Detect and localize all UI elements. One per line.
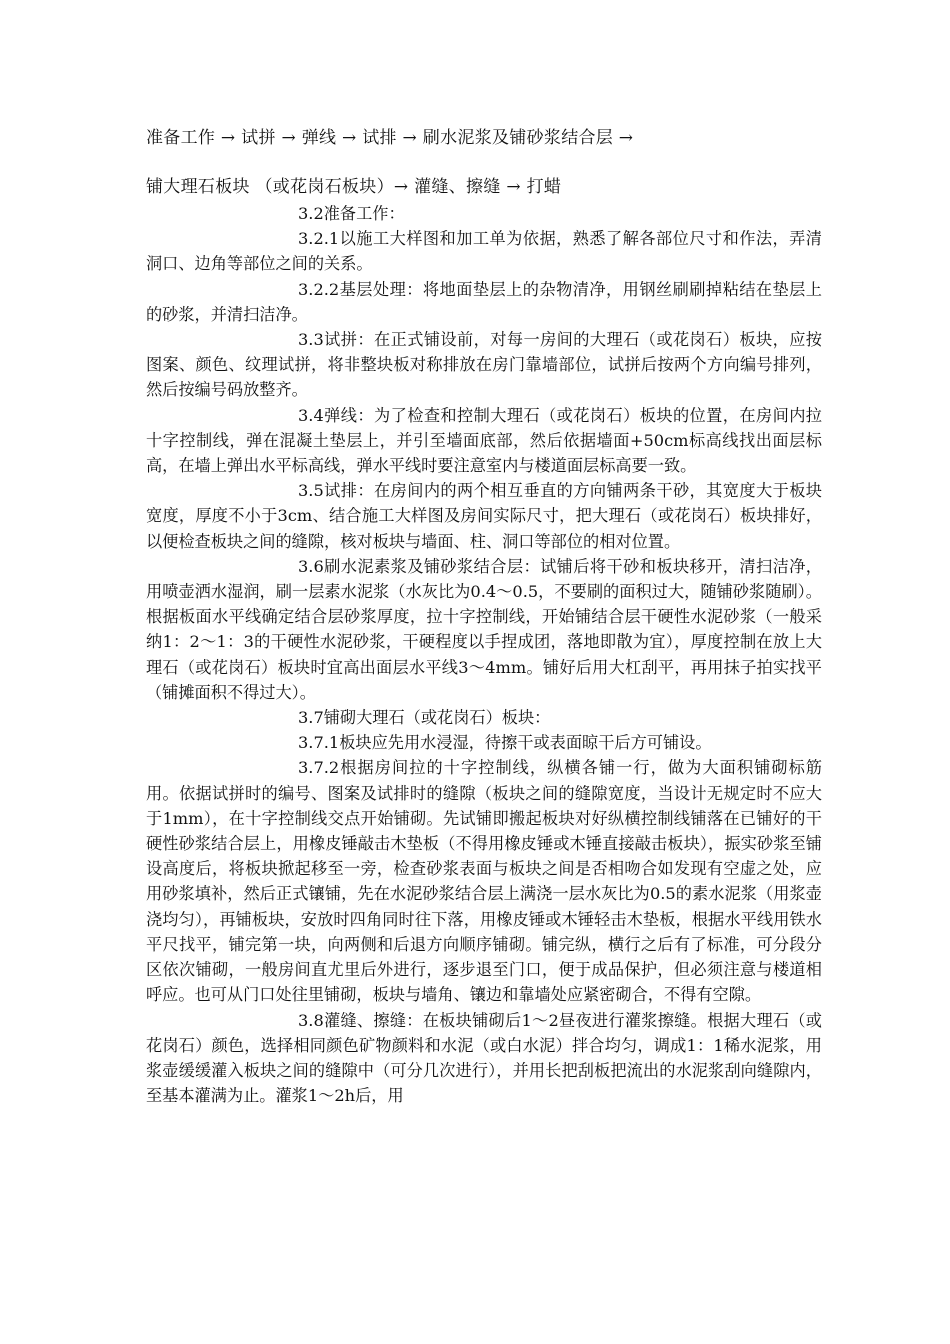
paragraph-3-6 (146, 554, 822, 705)
paragraph-3-7 (146, 705, 822, 730)
paragraph-3-3 (146, 327, 822, 403)
section-number: 3.6 (298, 556, 324, 576)
paragraph-text: 刷水泥素浆及铺砂浆结合层：试铺后将干砂和板块移开，清扫洁净，用喷壶洒水湿润，刷一层素水泥浆（水灰比为0.4～0.5，不要刷的面积过大，随铺砂浆随刷）。根据板面水平线确定结合层砂浆厚度，拉十字控制线，开始铺结合层干硬性水泥砂浆（一般采纳1：2～1：3的干硬性水泥砂浆，干硬程度以手捏成团，落地即散为宜），厚度控制在放上大理石（或花岗石）板块时宜高出面层水平线3～4mm。铺好后用大杠刮平，再用抹子拍实找平（铺摊面积不得过大）。 (146, 556, 822, 702)
section-number: 3.5 (298, 481, 324, 501)
paragraph-text: 灌缝、擦缝：在板块铺砌后1～2昼夜进行灌浆擦缝。根据大理石（或花岗石）颜色，选择相同颜色矿物颜料和水泥（或白水泥）拌合均匀，调成1：1稀水泥浆，用浆壶缓缓灌入板块之间的缝隙中（可分几次进行），并用长把刮板把流出的水泥浆刮向缝隙内，至基本灌满为止。灌浆1～2h后，用 (146, 1010, 822, 1106)
paragraph-3-8 (146, 1008, 822, 1109)
paragraph-text: 板块应先用水浸湿，待擦干或表面晾干后方可铺设。 (339, 733, 712, 753)
section-number: 3.4 (298, 405, 324, 425)
section-number: 3.3 (298, 330, 324, 350)
paragraph-3-7-1 (146, 730, 822, 755)
section-number: 3.2.1 (298, 229, 340, 249)
section-number: 3.8 (298, 1010, 324, 1030)
paragraph-text: 以施工大样图和加工单为依据，熟悉了解各部位尺寸和作法，弄清洞口、边角等部位之间的关系。 (146, 229, 822, 274)
process-flow-line-2: 铺大理石板块 （或花岗石板块）→ 灌缝、擦缝 → 打蜡 (146, 177, 562, 197)
document-body (146, 201, 822, 1108)
paragraph-text: 试拼：在正式铺设前，对每一房间的大理石（或花岗石）板块，应按图案、颜色、纹理试拼，将非整块板对称排放在房门靠墙部位，试拼后按两个方向编号排列，然后按编号码放整齐。 (146, 330, 822, 400)
paragraph-3-2 (146, 201, 822, 226)
section-number: 3.7.1 (298, 733, 340, 753)
section-number: 3.7 (298, 708, 324, 728)
section-number: 3.7.2 (298, 758, 340, 778)
paragraph-text: 试排：在房间内的两个相互垂直的方向铺两条干砂，其宽度大于板块宽度，厚度不小于3cm、结合施工大样图及房间实际尺寸，把大理石（或花岗石）板块排好，以便检查板块之间的缝隙，核对板块与墙面、柱、洞口等部位的相对位置。 (146, 481, 822, 551)
paragraph-3-2-2 (146, 277, 822, 327)
section-number: 3.2 (298, 204, 324, 223)
paragraph-3-5 (146, 478, 822, 554)
paragraph-3-7-2 (146, 755, 822, 1007)
section-number: 3.2.2 (298, 279, 340, 299)
paragraph-3-4 (146, 403, 822, 479)
paragraph-text: 弹线：为了检查和控制大理石（或花岗石）板块的位置，在房间内拉十字控制线，弹在混凝土垫层上，并引至墙面底部，然后依据墙面+50cm标高线找出面层标高，在墙上弹出水平标高线，弹水平线时要注意室内与楼道面层标高要一致。 (146, 405, 822, 476)
paragraph-text: 根据房间拉的十字控制线，纵横各铺一行，做为大面积铺砌标筋用。依据试拼时的编号、图案及试排时的缝隙（板块之间的缝隙宽度，当设计无规定时不应大于1mm），在十字控制线交点开始铺砌。先试铺即搬起板块对好纵横控制线铺落在已铺好的干硬性砂浆结合层上，用橡皮锤敲击木垫板（不得用橡皮锤或木锤直接敲击板块），振实砂浆至铺设高度后，将板块掀起移至一旁，检查砂浆表面与板块之间是否相吻合如发现有空虚之处，应用砂浆填补，然后正式镶铺，先在水泥砂浆结合层上满浇一层水灰比为0.5的素水泥浆（用浆壶浇均匀），再铺板块，安放时四角同时往下落，用橡皮锤或木锤轻击木垫板，根据水平线用铁水平尺找平，铺完第一块，向两侧和后退方向顺序铺砌。铺完纵，横行之后有了标准，可分段分区依次铺砌，一般房间直尤里后外进行，逐步退至门口，便于成品保护，但必须注意与楼道相呼应。也可从门口处往里铺砌，板块与墙角、镶边和靠墙处应紧密砌合，不得有空隙。 (146, 758, 822, 1005)
paragraph-text: 铺砌大理石（或花岗石）板块： (323, 708, 551, 728)
paragraph-text: 准备工作： (323, 204, 405, 223)
process-flow-line-1: 准备工作 → 试拼 → 弹线 → 试排 → 刷水泥浆及铺砂浆结合层 → (146, 128, 634, 148)
paragraph-text: 基层处理：将地面垫层上的杂物清净，用钢丝刷刷掉粘结在垫层上的砂浆，并清扫洁净。 (146, 279, 822, 324)
paragraph-3-2-1 (146, 226, 822, 276)
